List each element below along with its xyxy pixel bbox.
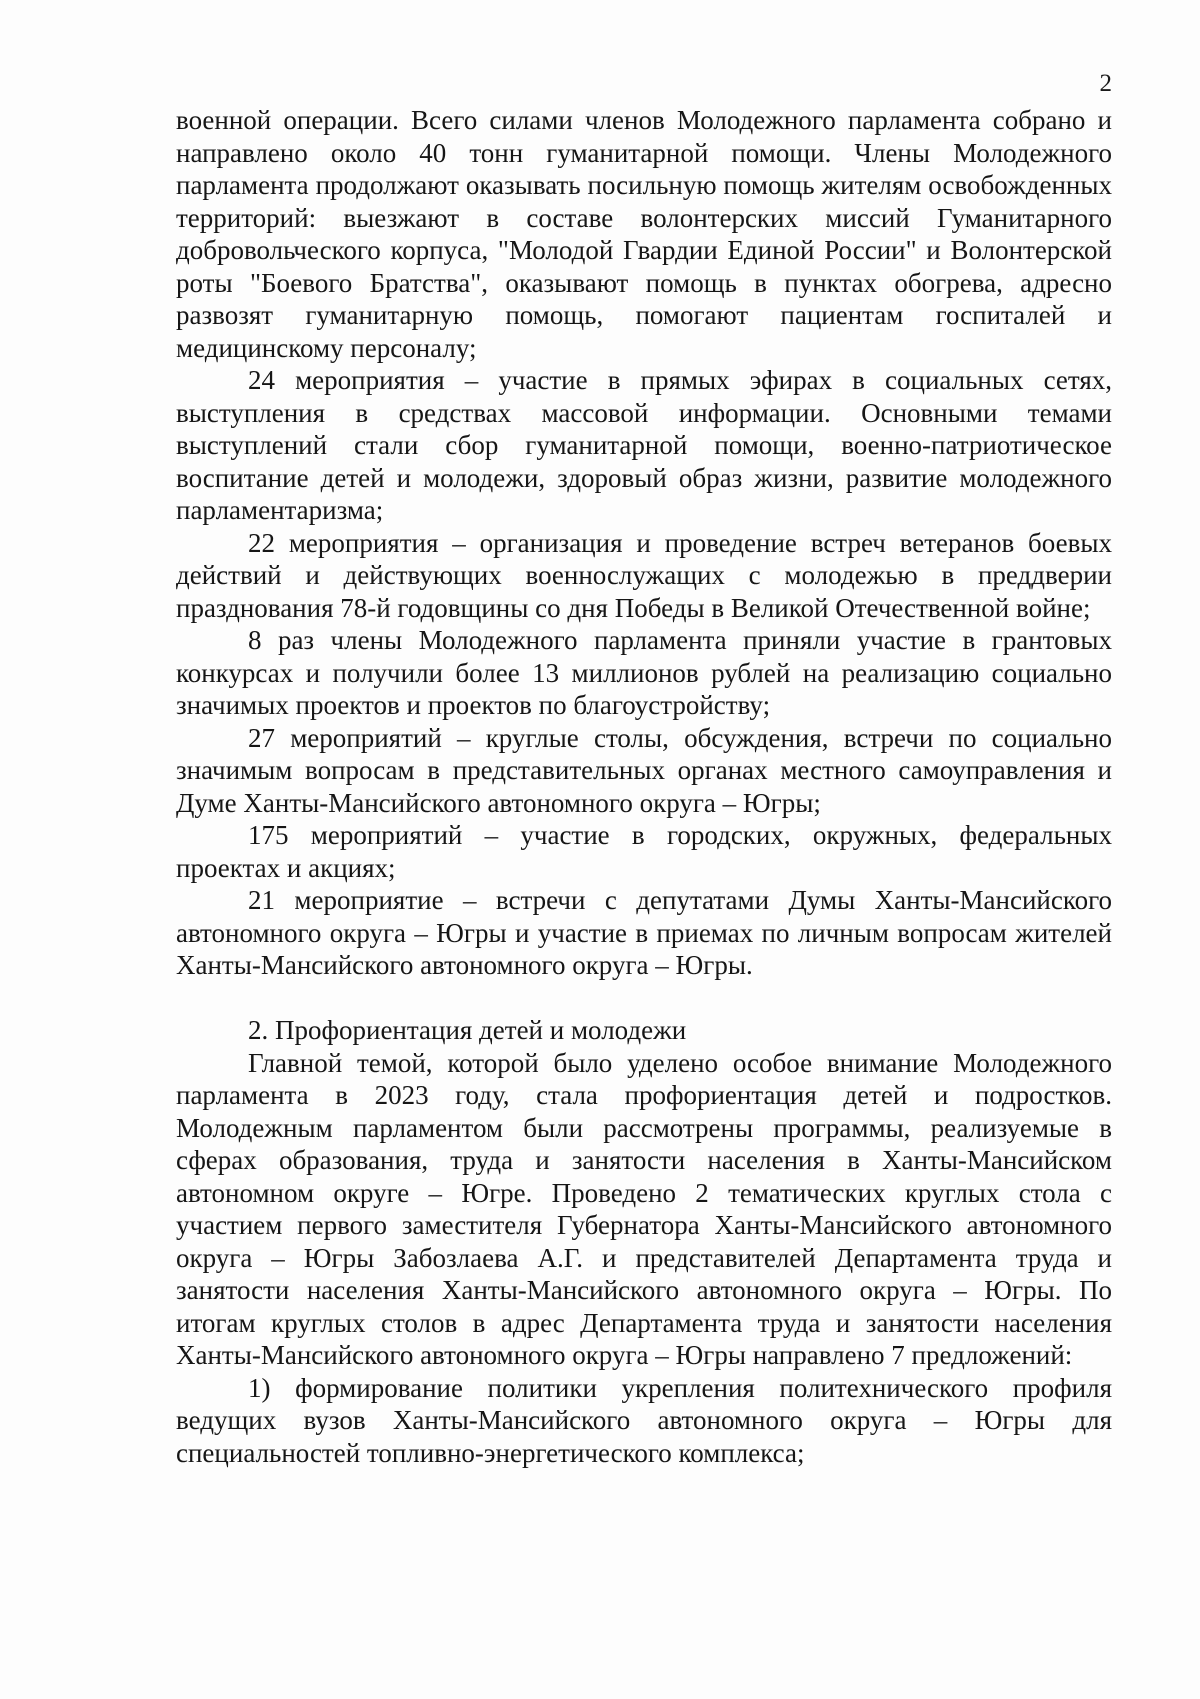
paragraph-proposal-1: 1) формирование политики укрепления политехнического профиля ведущих вузов Ханты-Мансийского автономного округа – Югры для специальностей топливно-энергетического комплекса;	[176, 1372, 1112, 1468]
page-number: 2	[1099, 70, 1112, 97]
paragraph-veteran-meetings: 22 мероприятия – организация и проведение встреч ветеранов боевых действий и действующих военнослужащих с молодежью в преддверии празднования 78-й годовщины со дня Победы в Великой Отечественной войне;	[176, 527, 1112, 623]
paragraph-career-guidance: Главной темой, которой было уделено особое внимание Молодежного парламента в 2023 году, стала профориентация детей и подростков. Молодежным парламентом были рассмотрены программы, реализуемые в сферах образования, труда и занятости населения в Ханты-Мансийском автономном округе – Югре. Проведено 2 тематических круглых стола с участием первого заместителя Губернатора Ханты-Мансийского автономного округа – Югры Забозлаева А.Г. и представителей Департамента труда и занятости населения Ханты-Мансийского автономного округа – Югры. По итогам круглых столов в адрес Департамента труда и занятости населения Ханты-Мансийского автономного округа – Югры направлено 7 предложений:	[176, 1047, 1112, 1370]
paragraph-round-tables: 27 мероприятий – круглые столы, обсуждения, встречи по социально значимым вопросам в представительных органах местного самоуправления и Думе Ханты-Мансийского автономного округа – Югры;	[176, 722, 1112, 818]
paragraph-projects: 175 мероприятий – участие в городских, окружных, федеральных проектах и акциях;	[176, 820, 1112, 883]
section-title: 2. Профориентация детей и молодежи	[248, 1015, 687, 1045]
paragraph-broadcasts: 24 мероприятия – участие в прямых эфирах в социальных сетях, выступления в средствах массовой информации. Основными темами выступлений стали сбор гуманитарной помощи, военно-патриотическое воспитание детей и молодежи, здоровый образ жизни, развитие молодежного парламентаризма;	[176, 365, 1112, 525]
paragraph-deputy-meetings: 21 мероприятие – встречи с депутатами Думы Ханты-Мансийского автономного округа – Югры и участие в приемах по личным вопросам жителей Ханты-Мансийского автономного округа – Югры.	[176, 885, 1112, 980]
document-body	[176, 104, 1112, 1469]
paragraph-continuation: военной операции. Всего силами членов Молодежного парламента собрано и направлено около 40 тонн гуманитарной помощи. Члены Молодежного парламента продолжают оказывать посильную помощь жителям освобожденных территорий: выезжают в составе волонтерских миссий Гуманитарного добровольческого корпуса, "Молодой Гвардии Единой России" и Волонтерской роты "Боевого Братства", оказывают помощь в пунктах обогрева, адресно развозят гуманитарную помощь, помогают пациентам госпиталей и медицинскому персоналу;	[176, 105, 1112, 363]
paragraph-grants: 8 раз члены Молодежного парламента приняли участие в грантовых конкурсах и получили более 13 миллионов рублей на реализацию социально значимых проектов и проектов по благоустройству;	[176, 625, 1112, 720]
